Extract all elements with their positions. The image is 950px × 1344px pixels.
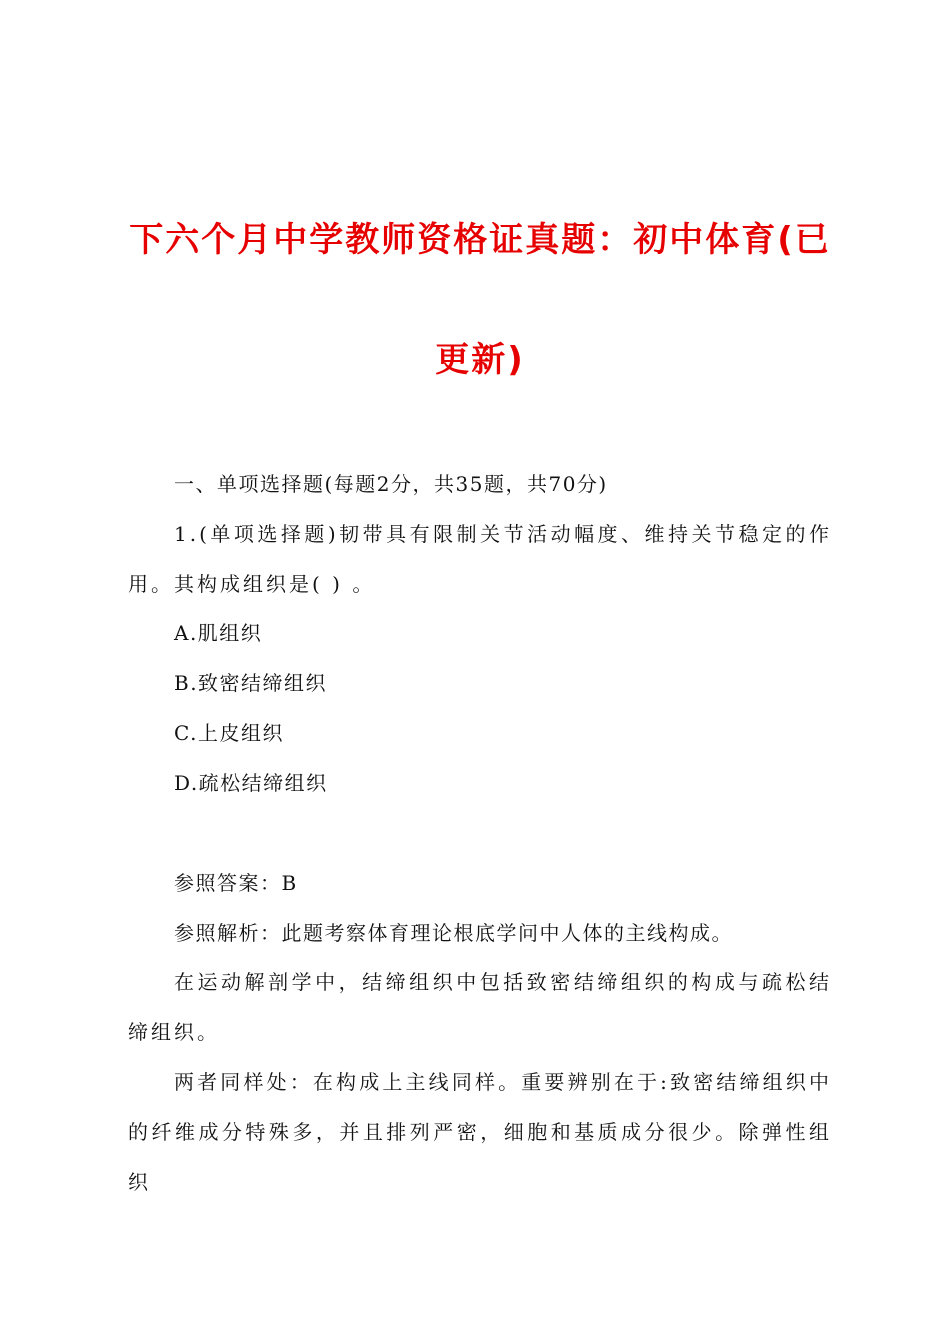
section-heading: 一、单项选择题(每题2分，共35题，共70分) [174,472,608,496]
analysis-paragraph-2: 两者同样处：在构成上主线同样。重要辨别在于:致密结缔组织中的纤维成分特殊多，并且排列严密，细胞和基质成分很少。除弹性组织 [128,1070,832,1194]
option-d: D.疏松结缔组织 [174,771,328,795]
analysis-paragraph-1: 在运动解剖学中，结缔组织中包括致密结缔组织的构成与疏松结缔组织。 [128,970,832,1044]
option-b: B.致密结缔组织 [174,671,328,695]
option-a: A.肌组织 [174,621,263,645]
reference-analysis: 参照解析：此题考察体育理论根底学问中人体的主线构成。 [174,921,733,945]
document-title-line-1: 下六个月中学教师资格证真题：初中体育(已 [129,220,831,260]
document-title-line-2: 更新) [435,340,525,380]
reference-answer: 参照答案：B [174,871,298,895]
question-1-text: 1.(单项选择题)韧带具有限制关节活动幅度、维持关节稳定的作用。其构成组织是( ) 。 [128,522,832,596]
option-c: C.上皮组织 [174,721,284,745]
